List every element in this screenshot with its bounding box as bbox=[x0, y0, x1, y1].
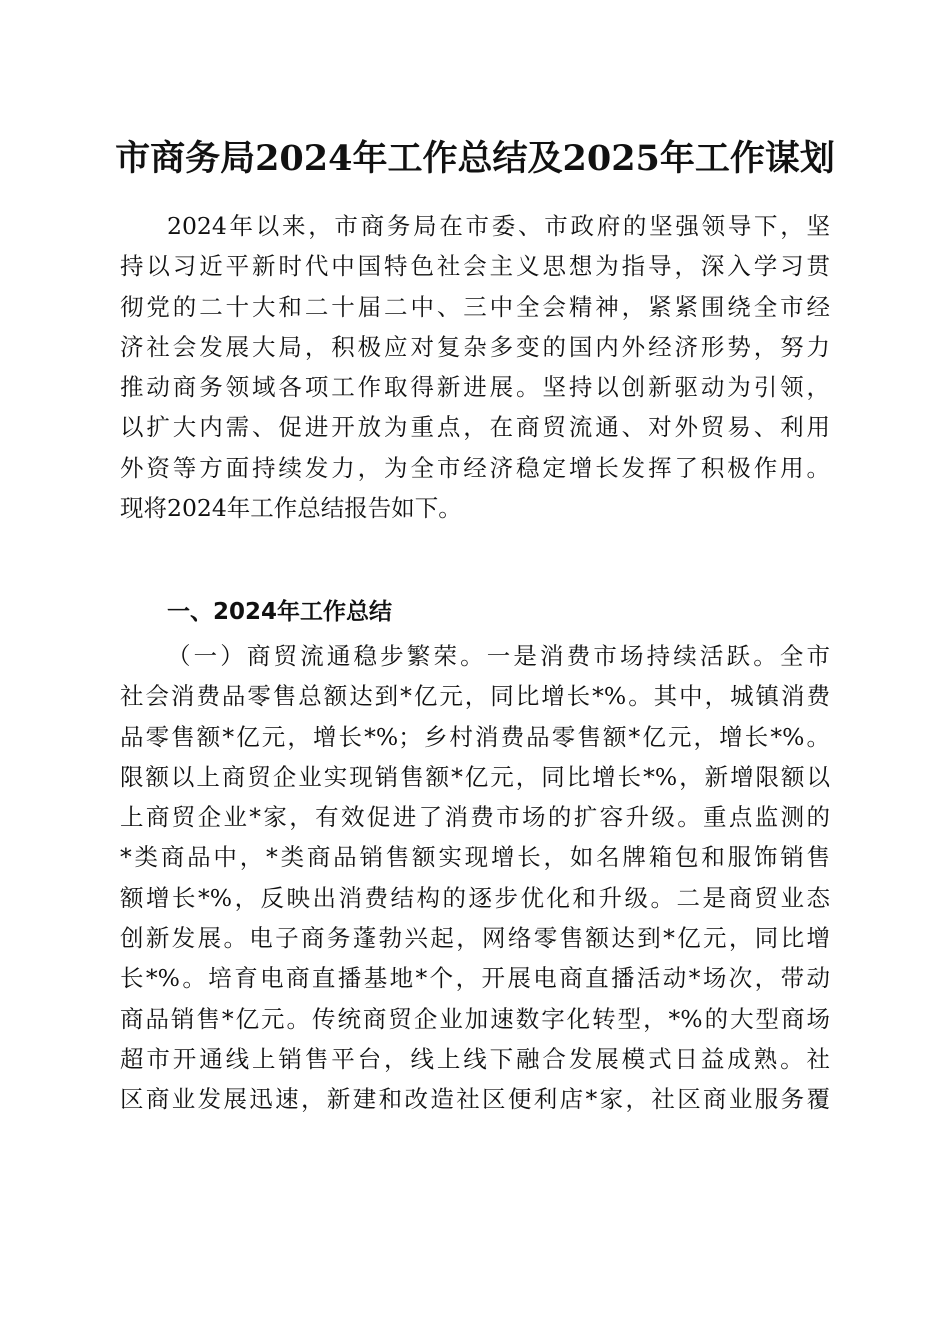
paragraph-line: 2024年以来，市商务局在市委、市政府的坚强领导下，坚 bbox=[167, 212, 830, 240]
paragraph-line: 现将2024年工作总结报告如下。 bbox=[120, 494, 462, 523]
paragraph-line: 品零售额*亿元，增长*%；乡村消费品零售额*亿元，增长*%。 bbox=[120, 722, 830, 751]
paragraph-line: 持以习近平新时代中国特色社会主义思想为指导，深入学习贯 bbox=[120, 252, 830, 281]
paragraph-line: 济社会发展大局，积极应对复杂多变的国内外经济形势，努力 bbox=[120, 332, 830, 361]
paragraph-line: 创新发展。电子商务蓬勃兴起，网络零售额达到*亿元，同比增 bbox=[120, 924, 830, 953]
paragraph-line: 限额以上商贸企业实现销售额*亿元，同比增长*%，新增限额以 bbox=[120, 762, 830, 791]
paragraph-line: 商品销售*亿元。传统商贸企业加速数字化转型，*%的大型商场 bbox=[120, 1004, 830, 1033]
document-title: 市商务局2024年工作总结及2025年工作谋划 bbox=[115, 138, 835, 179]
paragraph-line: 长*%。培育电商直播基地*个，开展电商直播活动*场次，带动 bbox=[120, 964, 830, 993]
intro-paragraph bbox=[120, 206, 830, 528]
paragraph-line: *类商品中，*类商品销售额实现增长，如名牌箱包和服饰销售 bbox=[120, 843, 830, 872]
paragraph-line: 额增长*%，反映出消费结构的逐步优化和升级。二是商贸业态 bbox=[120, 883, 830, 912]
paragraph-line: 推动商务领域各项工作取得新进展。坚持以创新驱动为引领， bbox=[120, 373, 830, 402]
section-1-paragraph bbox=[120, 636, 830, 1120]
paragraph-line: 外资等方面持续发力，为全市经济稳定增长发挥了积极作用。 bbox=[120, 453, 830, 482]
paragraph-line: 上商贸企业*家，有效促进了消费市场的扩容升级。重点监测的 bbox=[120, 803, 830, 832]
paragraph-line: 彻党的二十大和二十届二中、三中全会精神，紧紧围绕全市经 bbox=[120, 292, 830, 321]
paragraph-line: 社会消费品零售总额达到*亿元，同比增长*%。其中，城镇消费 bbox=[120, 682, 830, 711]
paragraph-line: 以扩大内需、促进开放为重点，在商贸流通、对外贸易、利用 bbox=[120, 413, 830, 442]
paragraph-line: 区商业发展迅速，新建和改造社区便利店*家，社区商业服务覆 bbox=[120, 1085, 830, 1114]
section-heading: 一、2024年工作总结 bbox=[167, 599, 393, 625]
paragraph-line: 超市开通线上销售平台，线上线下融合发展模式日益成熟。社 bbox=[120, 1044, 830, 1073]
paragraph-line: （一）商贸流通稳步繁荣。一是消费市场持续活跃。全市 bbox=[167, 642, 830, 670]
